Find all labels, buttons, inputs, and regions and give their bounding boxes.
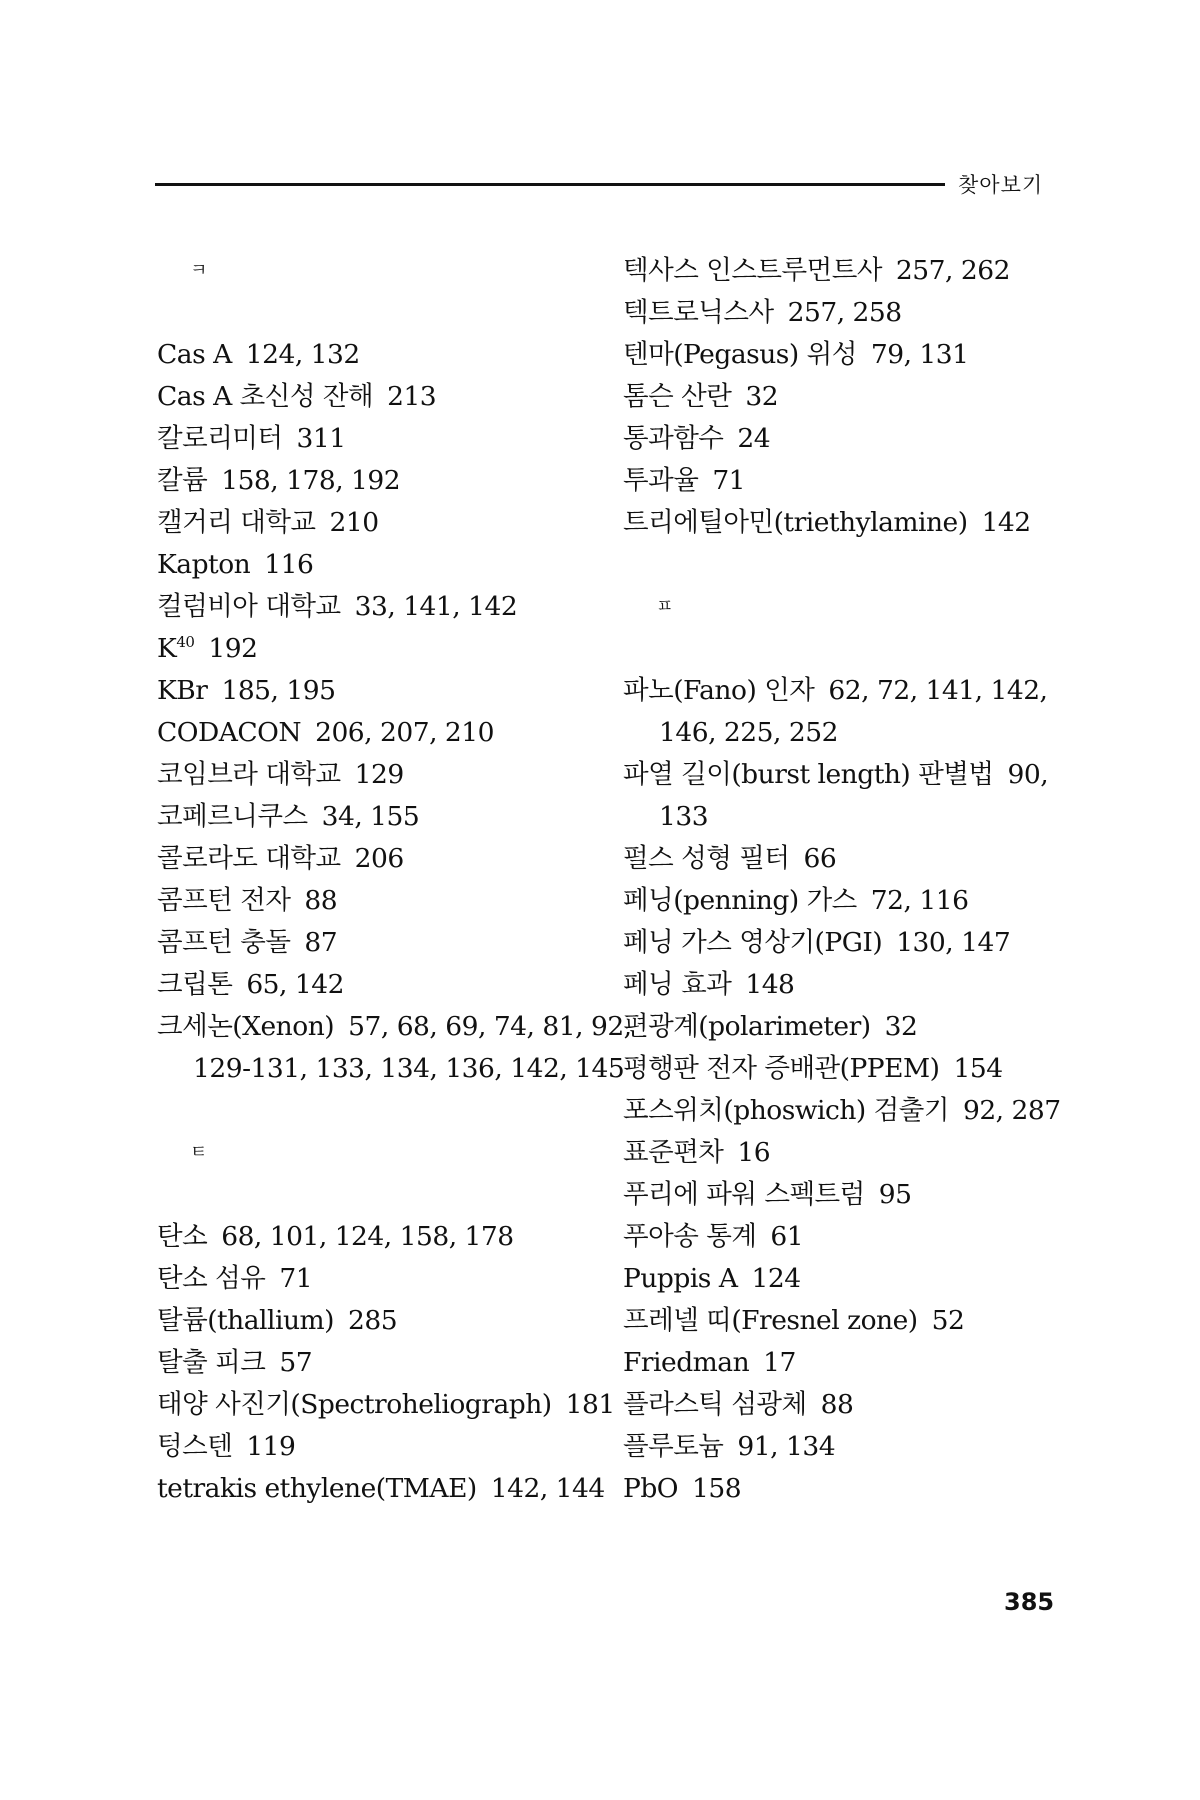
index-page-refs: 72, 116 <box>870 885 969 916</box>
index-term: 페닝 효과 <box>623 969 732 1000</box>
index-entry <box>157 1300 602 1342</box>
index-page-refs: 88 <box>304 885 338 916</box>
page-number: 385 <box>1004 1588 1055 1616</box>
index-term: Cas A <box>157 339 232 370</box>
running-header: 찾아보기 <box>958 173 1044 197</box>
index-page-refs: 154 <box>953 1053 1003 1084</box>
index-column-right <box>623 250 1061 1510</box>
index-entry <box>623 250 1053 292</box>
index-term: 태양 사진기(Spectroheliograph) <box>157 1389 552 1420</box>
index-page-refs: 192 <box>208 633 258 664</box>
index-term: 포스위치(phoswich) 검출기 <box>623 1095 949 1126</box>
index-page-refs: 130, 147 <box>896 927 1011 958</box>
index-entry <box>623 922 1053 964</box>
index-entry <box>623 292 1053 334</box>
header-rule <box>155 183 945 186</box>
index-entry <box>623 838 1053 880</box>
index-page-refs: 79, 131 <box>870 339 969 370</box>
index-entry <box>157 838 602 880</box>
index-term: 텍트로닉스사 <box>623 297 774 328</box>
index-entry <box>157 334 602 376</box>
index-entry <box>157 796 602 838</box>
index-term: 크세논(Xenon) <box>157 1011 335 1042</box>
index-page-refs-continued: 146, 225, 252 <box>659 717 838 748</box>
index-page-refs: 124 <box>751 1263 801 1294</box>
index-page-refs: 88 <box>820 1389 854 1420</box>
index-term: 평행판 전자 증배관(PPEM) <box>623 1053 940 1084</box>
index-entry <box>623 964 1053 1006</box>
index-term: CODACON <box>157 717 302 748</box>
index-term: 탈출 피크 <box>157 1347 266 1378</box>
index-term: 텐마(Pegasus) 위성 <box>623 339 857 370</box>
index-page-refs: 62, 72, 141, 142, <box>828 675 1048 706</box>
index-page-refs: 32 <box>745 381 779 412</box>
index-term: 코페르니쿠스 <box>157 801 308 832</box>
index-entry <box>623 460 1053 502</box>
index-entry <box>623 1174 1053 1216</box>
index-entry <box>157 880 602 922</box>
index-entry <box>623 1468 1053 1510</box>
index-term: 프레넬 띠(Fresnel zone) <box>623 1305 918 1336</box>
index-column-left <box>157 250 632 1510</box>
index-page-refs: 116 <box>264 549 314 580</box>
index-entry <box>623 1216 1053 1258</box>
index-page-refs: 87 <box>304 927 338 958</box>
index-term: 톰슨 산란 <box>623 381 732 412</box>
index-entry <box>157 1342 602 1384</box>
index-term: 통과함수 <box>623 423 724 454</box>
index-entry <box>157 1468 605 1510</box>
index-page-refs: 129 <box>354 759 404 790</box>
index-entry <box>623 1048 1053 1090</box>
index-page-refs: 95 <box>878 1179 912 1210</box>
index-page-refs: 61 <box>770 1221 804 1252</box>
section-heading-t: ㅌ <box>190 1142 207 1163</box>
index-term: 크립톤 <box>157 969 233 1000</box>
index-entry <box>157 922 602 964</box>
index-page-refs: 57 <box>279 1347 313 1378</box>
index-entry <box>623 1342 1053 1384</box>
index-page-refs: 119 <box>246 1431 296 1462</box>
index-page-refs: 52 <box>931 1305 965 1336</box>
index-page-refs: 181 <box>565 1389 615 1420</box>
index-entry <box>623 670 1053 712</box>
index-page-refs: 65, 142 <box>246 969 344 1000</box>
index-term: K <box>157 633 177 664</box>
index-page-refs: 17 <box>763 1347 796 1378</box>
index-entry <box>157 502 602 544</box>
index-page-refs: 257, 258 <box>787 297 902 328</box>
index-page-refs: 285 <box>348 1305 398 1336</box>
index-term: 콜로라도 대학교 <box>157 843 341 874</box>
index-entry <box>157 586 602 628</box>
index-page-refs: 213 <box>387 381 437 412</box>
index-page-refs: 148 <box>745 969 795 1000</box>
index-term: 파노(Fano) 인자 <box>623 675 815 706</box>
index-entry <box>623 376 1053 418</box>
index-entry <box>157 544 602 586</box>
index-term: 푸리에 파워 스펙트럼 <box>623 1179 865 1210</box>
index-term-superscript: 40 <box>176 633 195 652</box>
index-term: 콤프턴 충돌 <box>157 927 291 958</box>
index-page-refs: 71 <box>279 1263 313 1294</box>
index-page-refs: 91, 134 <box>737 1431 836 1462</box>
section-heading-p: ㅍ <box>656 596 673 617</box>
index-page-refs: 158 <box>692 1473 742 1504</box>
index-entry <box>623 1426 1053 1468</box>
index-entry <box>157 628 602 670</box>
index-page-refs: 124, 132 <box>245 339 360 370</box>
index-entry <box>623 502 1053 544</box>
index-page-refs: 32 <box>884 1011 918 1042</box>
index-page-refs: 16 <box>737 1137 771 1168</box>
index-term: 탈륨(thallium) <box>157 1305 335 1336</box>
index-entry <box>623 418 1053 460</box>
index-entry <box>157 712 602 754</box>
index-entry <box>623 1300 1053 1342</box>
index-term: 텅스텐 <box>157 1431 233 1462</box>
index-entry <box>623 1090 1061 1132</box>
index-entry <box>157 418 602 460</box>
index-term: 탄소 섬유 <box>157 1263 266 1294</box>
index-term: 콤프턴 전자 <box>157 885 291 916</box>
index-page-refs: 210 <box>329 507 379 538</box>
index-term: 캘거리 대학교 <box>157 507 316 538</box>
index-term: 페닝(penning) 가스 <box>623 885 857 916</box>
index-page-refs: 92, 287 <box>962 1095 1061 1126</box>
index-term: 표준편차 <box>623 1137 724 1168</box>
index-entry <box>623 1384 1053 1426</box>
index-entry <box>157 1384 615 1426</box>
index-term: Friedman <box>623 1347 750 1378</box>
index-entry <box>157 460 602 502</box>
index-entry <box>157 964 602 1006</box>
index-page-refs: 206, 207, 210 <box>315 717 495 748</box>
entry-list-t <box>157 1216 615 1510</box>
index-term: 칼륨 <box>157 465 208 496</box>
index-term: 플라스틱 섬광체 <box>623 1389 807 1420</box>
index-page-refs: 257, 262 <box>895 255 1010 286</box>
index-page-refs: 34, 155 <box>321 801 420 832</box>
index-entry <box>157 1426 602 1468</box>
index-term: Cas A 초신성 잔해 <box>157 381 374 412</box>
index-page-refs: 142 <box>981 507 1031 538</box>
index-page-refs: 158, 178, 192 <box>221 465 401 496</box>
index-page-refs: 142, 144 <box>490 1473 605 1504</box>
index-entry <box>623 1132 1053 1174</box>
index-entry <box>157 754 602 796</box>
index-page-refs: 57, 68, 69, 74, 81, 92, <box>348 1011 632 1042</box>
index-page-refs: 90, <box>1007 759 1049 790</box>
index-page-refs: 206 <box>354 843 404 874</box>
index-term: 페닝 가스 영상기(PGI) <box>623 927 883 958</box>
index-page-refs: 24 <box>737 423 771 454</box>
index-term: Puppis A <box>623 1263 738 1294</box>
index-page-refs: 311 <box>296 423 346 454</box>
entry-list-k <box>157 334 632 1090</box>
index-term: 플루토늄 <box>623 1431 724 1462</box>
index-term: 투과율 <box>623 465 699 496</box>
index-page-refs: 66 <box>803 843 837 874</box>
index-entry <box>623 1258 1053 1300</box>
index-page-refs-continued: 133 <box>659 801 709 832</box>
entry-list-p <box>623 670 1061 1510</box>
index-term: tetrakis ethylene(TMAE) <box>157 1473 477 1504</box>
index-page-refs: 68, 101, 124, 158, 178 <box>221 1221 514 1252</box>
index-page-refs: 71 <box>712 465 746 496</box>
index-entry <box>157 1258 602 1300</box>
index-term: 텍사스 인스트루먼트사 <box>623 255 882 286</box>
index-term: 푸아송 통계 <box>623 1221 757 1252</box>
index-term: Kapton <box>157 549 251 580</box>
index-entry <box>623 754 1053 796</box>
index-term: PbO <box>623 1473 679 1504</box>
index-term: 펄스 성형 필터 <box>623 843 790 874</box>
index-term: 편광계(polarimeter) <box>623 1011 871 1042</box>
index-entry <box>623 880 1053 922</box>
index-page-refs-continued: 129-131, 133, 134, 136, 142, 145 <box>193 1053 625 1084</box>
entry-list-t-continued <box>623 250 1053 544</box>
index-term: 트리에틸아민(triethylamine) <box>623 507 968 538</box>
index-term: 칼로리미터 <box>157 423 283 454</box>
index-entry <box>623 1006 1053 1048</box>
index-term: 탄소 <box>157 1221 208 1252</box>
index-page-refs: 185, 195 <box>221 675 336 706</box>
index-term: 컬럼비아 대학교 <box>157 591 341 622</box>
index-entry <box>157 670 602 712</box>
index-term: KBr <box>157 675 208 706</box>
index-page-refs: 33, 141, 142 <box>354 591 518 622</box>
index-entry <box>157 1006 632 1048</box>
index-entry <box>157 1216 602 1258</box>
index-term: 코임브라 대학교 <box>157 759 341 790</box>
section-heading-k: ㅋ <box>190 260 207 281</box>
index-entry <box>623 334 1053 376</box>
index-term: 파열 길이(burst length) 판별법 <box>623 759 994 790</box>
index-entry <box>157 376 602 418</box>
